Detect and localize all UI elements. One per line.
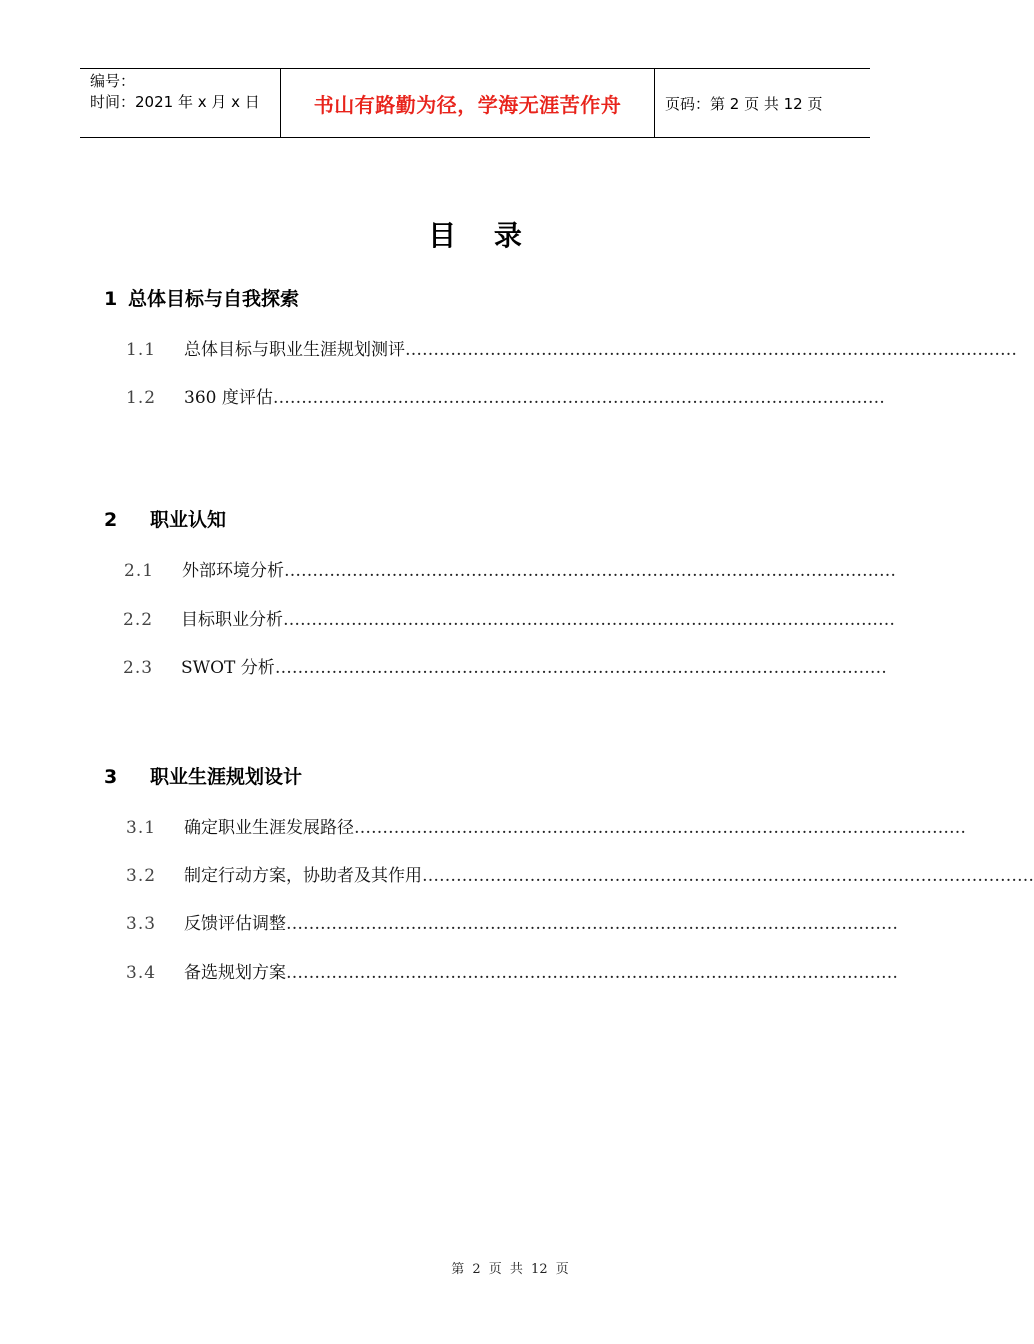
- toc-item-number: 2.2: [123, 610, 154, 630]
- header-motto: 书山有路勤为径，学海无涯苦作舟: [313, 92, 622, 117]
- toc-item-title: 备选规划方案: [184, 963, 286, 983]
- document-time-label: 时间：2021 年 x 月 x 日: [90, 93, 260, 111]
- toc-item-number: 3.4: [126, 963, 157, 983]
- toc-section-number: 1: [104, 288, 118, 310]
- toc-dot-leader: ………………………………………………………………………………………………: [354, 818, 966, 838]
- toc-item-number: 1.1: [126, 340, 157, 360]
- page-header: [80, 68, 870, 138]
- toc-item-3-1[interactable]: [126, 813, 966, 838]
- header-page-info: 页码：第 2 页 共 12 页: [665, 94, 823, 113]
- toc-section-1: [104, 284, 299, 311]
- toc-item-3-3[interactable]: [126, 909, 898, 934]
- toc-item-title: 360 度评估: [184, 388, 273, 408]
- toc-item-3-4[interactable]: [126, 958, 898, 983]
- toc-section-number: 2: [104, 509, 118, 531]
- toc-item-number: 3.2: [126, 866, 157, 886]
- toc-item-number: 2.1: [124, 561, 155, 581]
- toc-dot-leader: ………………………………………………………………………………………………: [283, 610, 895, 630]
- toc-dot-leader: ………………………………………………………………………………………………: [422, 866, 1034, 886]
- document-id-label: 编号：: [90, 72, 136, 90]
- toc-item-title: SWOT 分析: [181, 658, 275, 678]
- toc-item-number: 3.3: [126, 914, 157, 934]
- header-left-cell: [80, 69, 281, 137]
- toc-item-title: 目标职业分析: [181, 610, 283, 630]
- toc-dot-leader: ………………………………………………………………………………………………: [405, 340, 1017, 360]
- toc-item-2-2[interactable]: [123, 605, 895, 630]
- toc-dot-leader: ………………………………………………………………………………………………: [284, 561, 896, 581]
- toc-item-3-2[interactable]: [126, 861, 1034, 886]
- toc-title: 目 录: [428, 219, 536, 252]
- toc-item-number: 3.1: [126, 818, 157, 838]
- toc-section-title: 职业生涯规划设计: [150, 766, 303, 788]
- toc-item-number: 2.3: [123, 658, 154, 678]
- header-motto-cell: [281, 69, 655, 137]
- toc-dot-leader: ………………………………………………………………………………………………: [286, 914, 898, 934]
- toc-item-title: 外部环境分析: [182, 561, 284, 581]
- toc-dot-leader: ………………………………………………………………………………………………: [274, 658, 887, 678]
- toc-item-1-2[interactable]: [126, 383, 885, 408]
- toc-item-title: 制定行动方案，协助者及其作用: [184, 866, 422, 886]
- toc-item-title: 确定职业生涯发展路径: [184, 818, 354, 838]
- toc-item-2-3[interactable]: [123, 653, 887, 678]
- toc-section-2: [104, 505, 226, 532]
- toc-item-number: 1.2: [126, 388, 157, 408]
- toc-dot-leader: ………………………………………………………………………………………………: [272, 388, 885, 408]
- page-footer: 第 2 页 共 12 页: [451, 1262, 569, 1277]
- toc-section-title: 总体目标与自我探索: [128, 288, 300, 310]
- toc-item-title: 反馈评估调整: [184, 914, 286, 934]
- toc-item-1-1[interactable]: [126, 335, 1017, 360]
- toc-section-title: 职业认知: [150, 509, 227, 531]
- toc-section-3: [104, 762, 302, 789]
- toc-item-title: 总体目标与职业生涯规划测评: [184, 340, 405, 360]
- toc-dot-leader: ………………………………………………………………………………………………: [286, 963, 898, 983]
- toc-section-number: 3: [104, 766, 118, 788]
- toc-item-2-1[interactable]: [124, 556, 896, 581]
